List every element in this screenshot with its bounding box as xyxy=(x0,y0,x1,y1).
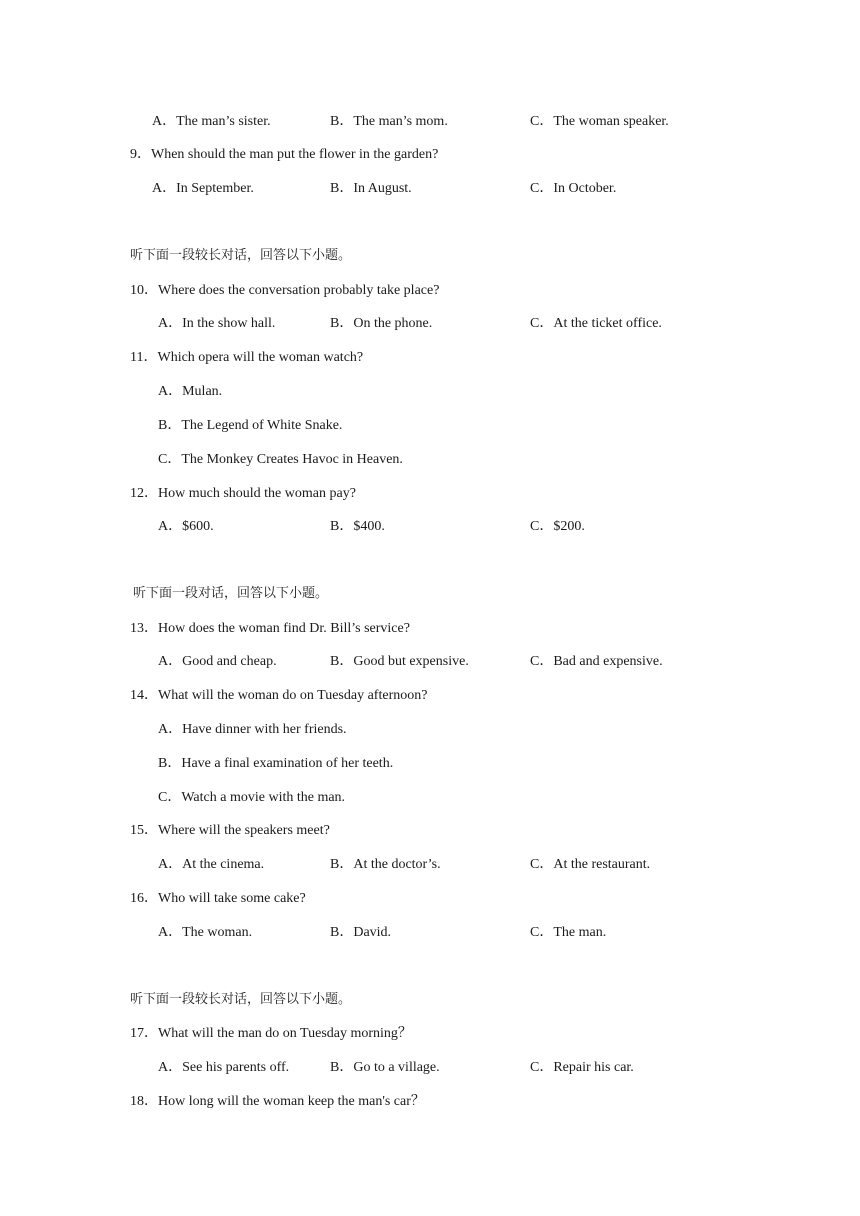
answer-option: B．David. xyxy=(330,925,392,940)
answer-option: B．In August. xyxy=(330,181,412,196)
answer-option: A．The woman. xyxy=(158,925,253,940)
section-instruction: 听下面一段较长对话，回答以下小题。 xyxy=(130,248,352,263)
section-instruction: 听下面一段较长对话，回答以下小题。 xyxy=(130,992,352,1007)
answer-option: B．At the doctor’s. xyxy=(330,857,441,872)
answer-option: C．Bad and expensive. xyxy=(530,654,663,669)
answer-option: B．On the phone. xyxy=(330,316,433,331)
question-text: 10．Where does the conversation probably take place? xyxy=(130,283,440,298)
answer-option: C．Watch a movie with the man. xyxy=(158,790,346,805)
answer-option: A．At the cinema. xyxy=(158,857,265,872)
answer-option: A．Mulan. xyxy=(158,384,223,399)
answer-option: C．At the ticket office. xyxy=(530,316,662,331)
answer-option: C．At the restaurant. xyxy=(530,857,651,872)
answer-option: A．In the show hall. xyxy=(158,316,276,331)
question-text: 18．How long will the woman keep the man's car？ xyxy=(130,1094,425,1109)
answer-option: C．$200. xyxy=(530,519,585,534)
answer-option: C．The Monkey Creates Havoc in Heaven. xyxy=(158,452,403,467)
answer-option: B．Have a final examination of her teeth. xyxy=(158,756,394,771)
answer-option: B．Good but expensive. xyxy=(330,654,469,669)
answer-option: A．See his parents off. xyxy=(158,1060,290,1075)
question-text: 9．When should the man put the flower in the garden? xyxy=(130,147,439,162)
answer-option: C．The man. xyxy=(530,925,607,940)
question-text: 14．What will the woman do on Tuesday afternoon? xyxy=(130,688,428,703)
section-instruction: 听下面一段对话，回答以下小题。 xyxy=(133,586,329,601)
answer-option: B．Go to a village. xyxy=(330,1060,440,1075)
question-text: 15．Where will the speakers meet? xyxy=(130,823,330,838)
answer-option: C．The woman speaker. xyxy=(530,114,669,129)
answer-option: A．Good and cheap. xyxy=(158,654,277,669)
answer-option: C．Repair his car. xyxy=(530,1060,634,1075)
answer-option: C．In October. xyxy=(530,181,617,196)
answer-option: A．$600. xyxy=(158,519,214,534)
question-text: 11．Which opera will the woman watch? xyxy=(130,350,364,365)
question-text: 13．How does the woman find Dr. Bill’s service? xyxy=(130,621,410,636)
question-text: 17．What will the man do on Tuesday morning？ xyxy=(130,1026,412,1041)
question-text: 16．Who will take some cake? xyxy=(130,891,306,906)
answer-option: B．$400. xyxy=(330,519,385,534)
question-text: 12．How much should the woman pay? xyxy=(130,486,356,501)
answer-option: A．In September. xyxy=(152,181,254,196)
answer-option: A．Have dinner with her friends. xyxy=(158,722,347,737)
answer-option: B．The man’s mom. xyxy=(330,114,448,129)
answer-option: B．The Legend of White Snake. xyxy=(158,418,343,433)
answer-option: A．The man’s sister. xyxy=(152,114,271,129)
